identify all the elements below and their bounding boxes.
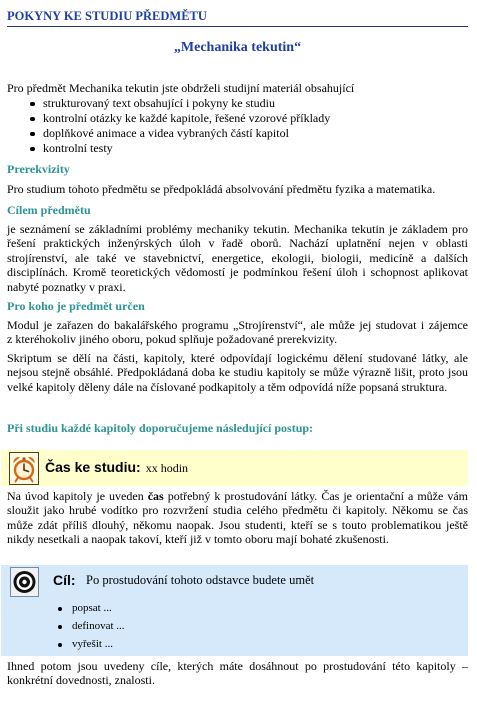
paragraph-line: řešení praktických inženýrských úloh v řadě oborů. Nachází uplatnění nejen v oblasti	[7, 236, 468, 251]
paragraph-line: strojírenství, ale také ve stavebnictví, energetice, ekologii, biologii, medicíně a dalších	[7, 250, 468, 265]
study-time-paragraph	[7, 489, 468, 547]
section-heading-audience: Pro koho je předmět určen	[7, 298, 145, 313]
paragraph-line: nejsou stejně obsáhlé. Předpokládaná doba ke studiu kapitoly se může výrazně lišit, proto jsou	[7, 365, 468, 380]
paragraph-line: konkrétní dovednosti, znalosti.	[7, 673, 155, 688]
study-time-box	[1, 450, 468, 486]
paragraph-line: je seznámení se základními problémy mechaniky tekutin. Mechanika tekutin je základem pro	[7, 221, 468, 236]
goal-box	[1, 565, 468, 656]
materials-list	[30, 96, 460, 156]
paragraph-line: z kteréhokoliv jiného oboru, pokud splňuje požadované prerekvizity.	[7, 332, 338, 347]
list-item	[30, 126, 460, 141]
paragraph-line: Skriptum se dělí na části, kapitoly, které odpovídají logickému dělení studované látky, ale	[7, 350, 468, 365]
paragraph-line: disciplínách. Kromě teoretických vědomostí je podmínkou řešení úloh i schopnost aplikovat	[7, 265, 468, 280]
section-heading-procedure: Při studiu každé kapitoly doporučujeme následující postup:	[7, 420, 314, 435]
bullet-dot-icon	[58, 643, 62, 647]
course-name: „Mechanika tekutin“	[173, 40, 302, 55]
study-time-label: Čas ke studiu:	[45, 459, 141, 475]
list-item-text: kontrolní otázky ke každé kapitole, řešené vzorové příklady	[43, 110, 331, 125]
course-goal-paragraph	[7, 222, 468, 295]
paragraph-line: nikdy nesetkali a naopak takoví, kteří již v tomto oboru mají bohaté zkušenosti.	[7, 532, 389, 547]
paragraph-line: Ihned potom jsou uvedeny cíle, kterých máte dosáhnout po prostudování této kapitoly –	[7, 658, 468, 673]
paragraph-line: nabyté poznatky v praxi.	[7, 279, 126, 294]
goal-list	[58, 599, 358, 653]
alarm-clock-icon	[9, 452, 39, 485]
list-item	[58, 635, 358, 653]
bullet-dot-icon	[58, 607, 62, 611]
paragraph-line	[7, 489, 468, 504]
text-run: Na úvod kapitoly je uveden	[7, 488, 148, 503]
paragraph-line: velké kapitoly děleny dále na číslované podkapitoly a těm odpovídá níže popsaná struktura.	[7, 379, 448, 394]
list-item	[30, 96, 460, 111]
paragraph-line: sloužit jako hrubé vodítko pro rozvržení studia celého předmětu či kapitoly. Někomu se čas	[7, 503, 468, 518]
section-heading-prerequisites: Prerekvizity	[7, 161, 70, 176]
target-icon	[10, 567, 39, 597]
bullet-dot-icon	[58, 625, 62, 629]
study-time-row	[45, 458, 188, 477]
goal-intro-text: Po prostudování tohoto odstavce budete umět	[86, 573, 315, 587]
audience-paragraph	[7, 318, 468, 347]
page-title: POKYNY KE STUDIU PŘEDMĚTU	[7, 9, 207, 23]
intro-text: Pro předmět Mechanika tekutin jste obdrželi studijní materiál obsahující	[7, 81, 355, 95]
list-item-text: kontrolní testy	[43, 140, 113, 155]
list-item	[58, 617, 358, 635]
section-heading-course-goal: Cílem předmětu	[7, 202, 91, 217]
list-item-text: definovat ...	[72, 620, 125, 632]
bullet-dot-icon	[30, 132, 35, 137]
paragraph-line: může zdát příliš dlouhý, někomu naopak. Jsou studenti, kteří se s touto problematikou ještě	[7, 517, 468, 532]
title-underline	[7, 26, 468, 27]
goal-label: Cíl:	[53, 572, 76, 588]
bullet-dot-icon	[30, 117, 35, 122]
bullet-dot-icon	[30, 102, 35, 107]
paragraph-line: Modul je zařazen do bakalářského programu „Strojírenství“, ale může jej studovat i zájemce	[7, 317, 468, 332]
list-item	[30, 111, 460, 126]
study-time-value: xx hodin	[145, 461, 189, 475]
structure-paragraph	[7, 351, 468, 395]
list-item	[58, 599, 358, 617]
closing-paragraph	[7, 659, 468, 688]
bullet-dot-icon	[30, 147, 35, 152]
list-item-text: strukturovaný text obsahující i pokyny ke studiu	[43, 95, 275, 110]
list-item-text: doplňkové animace a videa vybraných částí kapitol	[43, 125, 289, 140]
bold-text-run: čas	[147, 488, 164, 503]
prerequisites-text: Pro studium tohoto předmětu se předpokládá absolvování předmětu fyzika a matematika.	[7, 181, 436, 196]
list-item-text: popsat ...	[72, 602, 112, 614]
list-item-text: vyřešit ...	[72, 638, 113, 650]
list-item	[30, 141, 460, 156]
text-run: potřebný k prostudování látky. Čas je orientační a může vám	[163, 488, 469, 503]
